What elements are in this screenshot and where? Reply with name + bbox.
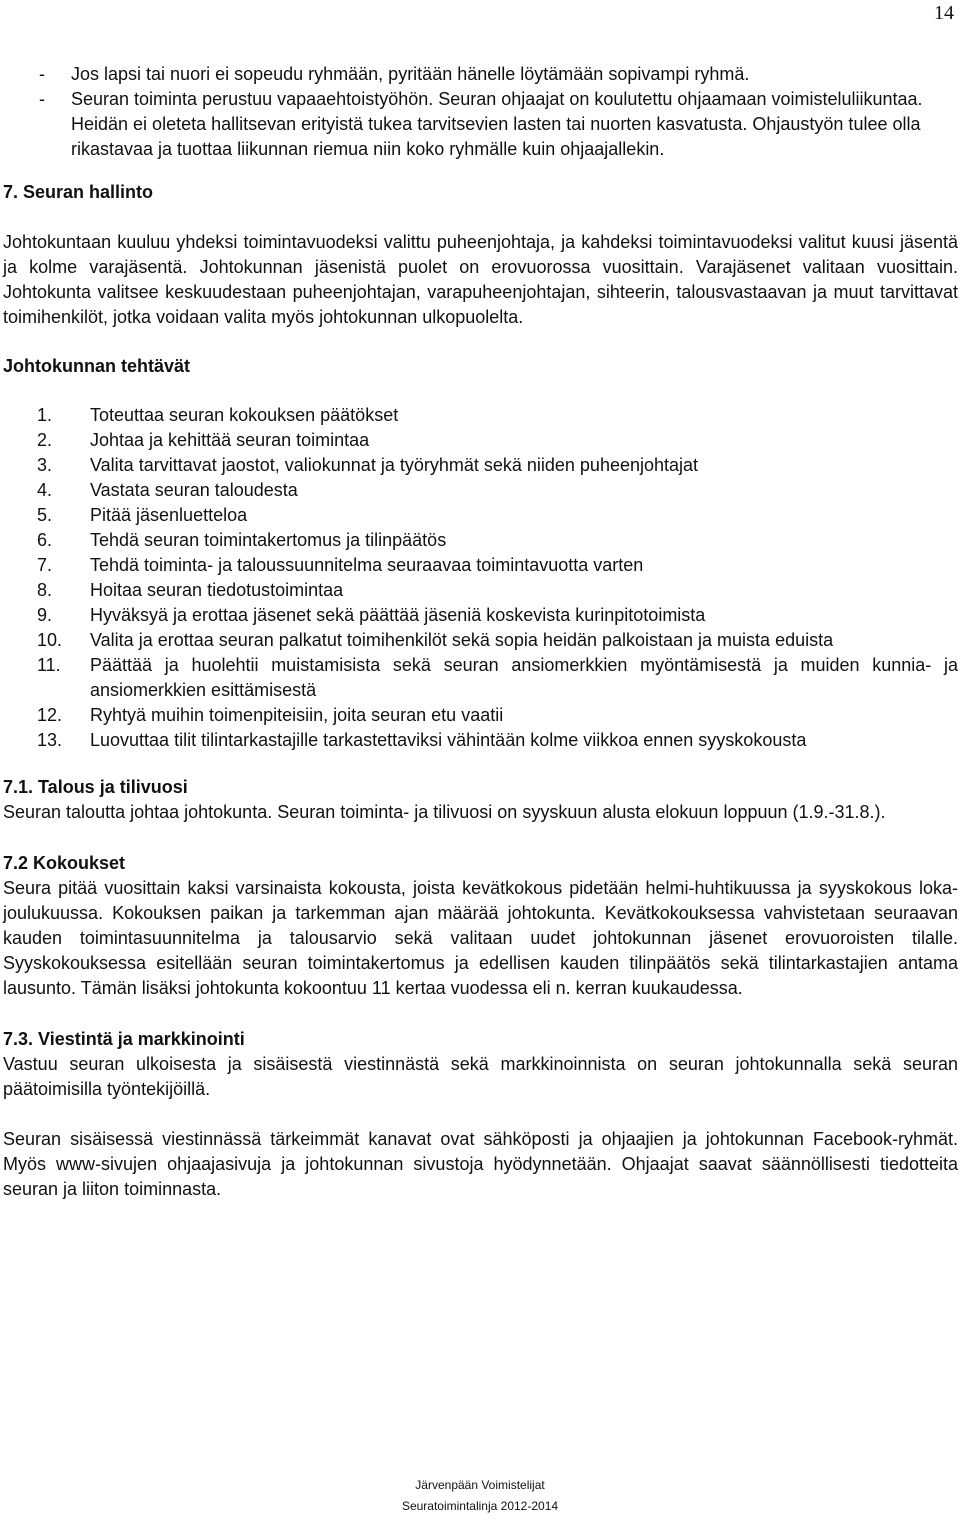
intro-bullet-list (3, 62, 958, 162)
list-item (3, 503, 958, 528)
item-text: Pitää jäsenluetteloa (90, 505, 248, 525)
item-text: Valita ja erottaa seuran palkatut toimihenkilöt sekä sopia heidän palkoistaan ja muista eduista (90, 630, 834, 650)
section-7-3-heading: 7.3. Viestintä ja markkinointi (3, 1029, 245, 1049)
footer-organization: Järvenpään Voimistelijat (415, 1478, 545, 1492)
duties-heading: Johtokunnan tehtävät (3, 356, 191, 376)
item-number: 9. (37, 605, 53, 625)
item-number: 13. (37, 730, 63, 750)
item-text: Valita tarvittavat jaostot, valiokunnat ja työryhmät sekä niiden puheenjohtajat (90, 455, 699, 475)
section-7-3-paragraph-1: Vastuu seuran ulkoisesta ja sisäisestä viestinnästä sekä markkinoinnista on seuran johtokunnalla sekä seuran päätoimisilla työntekijöillä. (3, 1054, 958, 1099)
list-item (3, 87, 958, 162)
section-7-2-paragraph: Seura pitää vuosittain kaksi varsinaista kokousta, joista kevätkokous pidetään helmi-huhtikuussa ja syyskokous loka-joulukuussa. Kokouksen paikan ja tarkemman ajan määrää johtokunta. Kevätkokouksessa vahvistetaan seuraavan kauden toimintasuunnitelma ja talousarvio sekä valitaan uudet johtokunnan jäsenet erovuoroisten tilalle. Syyskokouksessa esitellään seuran toimintakertomus ja edellisen kauden tilinpäätös sekä tilintarkastajien antama lausunto. Tämän lisäksi johtokunta kokoontuu 11 kertaa vuodessa eli n. kerran kuukaudessa. (3, 878, 958, 998)
list-item (3, 653, 958, 703)
item-number: 2. (37, 430, 53, 450)
item-text: Ryhtyä muihin toimenpiteisiin, joita seuran etu vaatii (90, 705, 504, 725)
list-item (3, 603, 958, 628)
section-7-heading: 7. Seuran hallinto (3, 182, 154, 202)
item-text: Hoitaa seuran tiedotustoimintaa (90, 580, 344, 600)
section-7-2-heading: 7.2 Kokoukset (3, 853, 126, 873)
list-item (3, 62, 958, 87)
duties-list (3, 403, 958, 753)
list-item (3, 728, 958, 753)
bullet-text: Seuran toiminta perustuu vapaaehtoistyöhön. Seuran ohjaajat on koulutettu ohjaamaan voimisteluliikuntaa. Heidän ei oleteta hallitsevan erityistä tukea tarvitsevien lasten tai nuorten kasvatusta. Ohjaustyön tulee olla rikastavaa ja tuottaa liikunnan riemua niin koko ryhmälle kuin ohjaajallekin. (71, 89, 923, 159)
item-number: 10. (37, 630, 63, 650)
list-item (3, 628, 958, 653)
item-number: 11. (37, 655, 61, 675)
item-number: 5. (37, 505, 53, 525)
item-text: Johtaa ja kehittää seuran toimintaa (90, 430, 370, 450)
item-number: 1. (37, 405, 53, 425)
list-item (3, 428, 958, 453)
list-item (3, 703, 958, 728)
section-7-paragraph: Johtokuntaan kuuluu yhdeksi toimintavuodeksi valittu puheenjohtaja, ja kahdeksi toimintavuodeksi valitut kuusi jäsentä ja kolme varajäsentä. Johtokunnan jäsenistä puolet on erovuorossa vuosittain. Varajäsenet valitaan vuosittain. Johtokunta valitsee keskuudestaan puheenjohtajan, varapuheenjohtajan, sihteerin, talousvastaavan ja muut tarvittavat toimihenkilöt, jotka voidaan valita myös johtokunnan ulkopuolelta. (3, 232, 958, 327)
page-footer (0, 1475, 960, 1517)
item-number: 6. (37, 530, 53, 550)
section-7-3-paragraph-2: Seuran sisäisessä viestinnässä tärkeimmät kanavat ovat sähköposti ja ohjaajien ja johtokunnan Facebook-ryhmät. Myös www-sivujen ohjaajasivuja ja johtokunnan sivustoja hyödynnetään. Ohjaajat saavat säännöllisesti tiedotteita seuran ja liiton toiminnasta. (3, 1129, 958, 1199)
item-number: 12. (37, 705, 63, 725)
item-text: Tehdä toiminta- ja taloussuunnitelma seuraavaa toimintavuotta varten (90, 555, 644, 575)
item-text: Hyväksyä ja erottaa jäsenet sekä päättää jäseniä koskevista kurinpitotoimista (90, 605, 706, 625)
page-content (3, 62, 958, 1202)
footer-document-title: Seuratoimintalinja 2012-2014 (401, 1499, 559, 1513)
list-item (3, 553, 958, 578)
item-text: Toteuttaa seuran kokouksen päätökset (90, 405, 399, 425)
page-number: 14 (934, 2, 954, 24)
list-item (3, 578, 958, 603)
item-number: 8. (37, 580, 53, 600)
bullet-text: Jos lapsi tai nuori ei sopeudu ryhmään, pyritään hänelle löytämään sopivampi ryhmä. (71, 64, 750, 84)
list-item (3, 528, 958, 553)
bullet-marker: - (39, 89, 45, 109)
section-7-1-heading: 7.1. Talous ja tilivuosi (3, 777, 188, 797)
item-text: Tehdä seuran toimintakertomus ja tilinpäätös (90, 530, 447, 550)
item-number: 3. (37, 455, 53, 475)
item-number: 4. (37, 480, 53, 500)
list-item (3, 403, 958, 428)
bullet-marker: - (39, 64, 45, 84)
item-text: Luovuttaa tilit tilintarkastajille tarkastettaviksi vähintään kolme viikkoa ennen syyskokousta (90, 730, 807, 750)
list-item (3, 478, 958, 503)
list-item (3, 453, 958, 478)
section-7-1-paragraph: Seuran taloutta johtaa johtokunta. Seuran toiminta- ja tilivuosi on syyskuun alusta elokuun loppuun (1.9.-31.8.). (3, 802, 886, 822)
item-number: 7. (37, 555, 53, 575)
item-text: Vastata seuran taloudesta (90, 480, 298, 500)
item-text: Päättää ja huolehtii muistamisista sekä seuran ansiomerkkien myöntämisestä ja muiden kunnia- ja ansiomerkkien esittämisestä (90, 655, 958, 700)
